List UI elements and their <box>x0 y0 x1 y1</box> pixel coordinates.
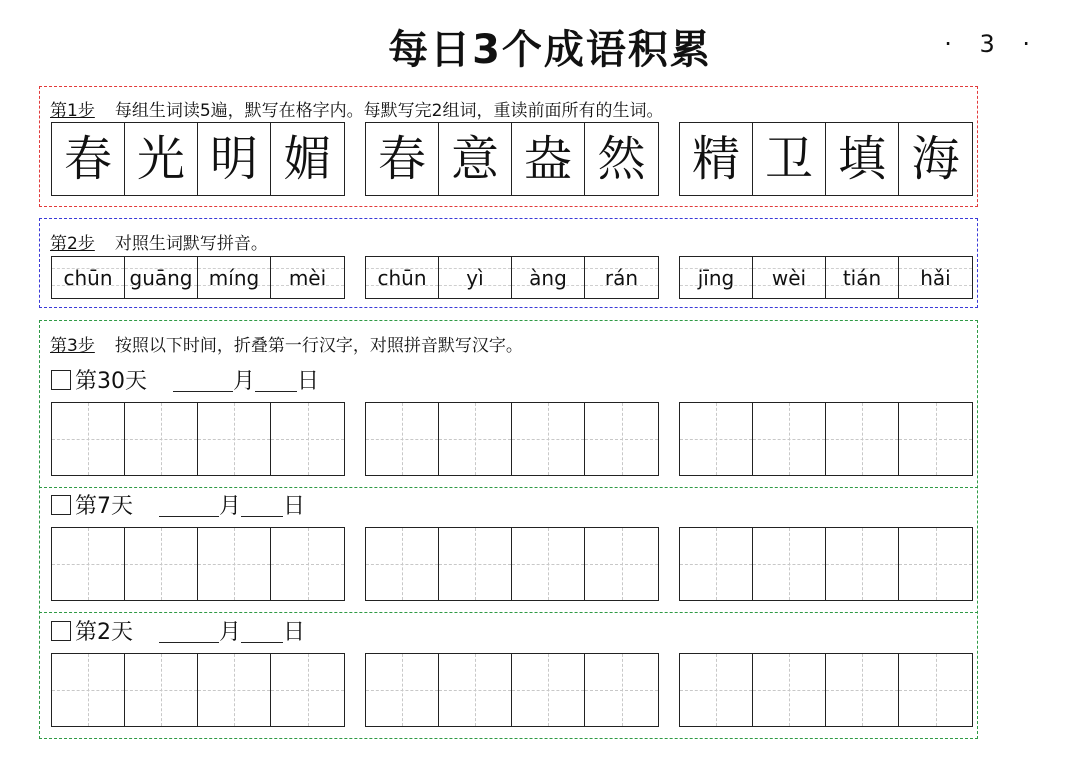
writing-cell[interactable] <box>512 403 585 475</box>
writing-cell[interactable] <box>439 528 512 600</box>
step1-header <box>50 96 663 121</box>
divider <box>39 487 978 488</box>
day-label: 日 <box>283 620 306 645</box>
grid-group <box>51 402 345 476</box>
char-cell: 精 <box>680 123 753 195</box>
pinyin-cell: chūn <box>366 257 439 298</box>
day-blank[interactable] <box>255 367 297 392</box>
grid-group <box>51 527 345 601</box>
step3-instruction: 按照以下时间，折叠第一行汉字，对照拼音默写汉字。 <box>114 336 523 356</box>
review-day-header <box>51 364 319 395</box>
page-number: · 3 · <box>944 30 1040 58</box>
writing-cell[interactable] <box>585 528 658 600</box>
pinyin-cell: àng <box>512 257 585 298</box>
writing-cell[interactable] <box>585 403 658 475</box>
day-label: 日 <box>283 494 306 519</box>
writing-grid-row <box>51 653 973 727</box>
pinyin-cell: míng <box>198 257 271 298</box>
char-cell: 媚 <box>283 131 332 187</box>
step2-instruction: 对照生词默写拼音。 <box>114 234 268 254</box>
grid-group <box>365 653 659 727</box>
word-group <box>365 122 659 196</box>
month-label: 月 <box>219 620 242 645</box>
day-blank[interactable] <box>241 492 283 517</box>
month-blank[interactable] <box>173 367 233 392</box>
review-day-label: 第2天 <box>75 620 133 645</box>
writing-cell[interactable] <box>52 528 125 600</box>
step2-pinyin-row <box>51 256 973 299</box>
pinyin-cell: rán <box>585 257 658 298</box>
day-label: 日 <box>297 369 320 394</box>
pinyin-cell: chūn <box>52 257 125 298</box>
step1-label: 第1步 <box>50 101 95 121</box>
writing-cell[interactable] <box>826 654 899 726</box>
grid-group <box>679 402 973 476</box>
writing-cell[interactable] <box>899 403 972 475</box>
char-cell: 春 <box>366 123 439 195</box>
writing-cell[interactable] <box>198 654 271 726</box>
pinyin-cell: jīng <box>680 257 753 298</box>
word-group <box>51 122 345 196</box>
pinyin-cell: hǎi <box>899 257 972 298</box>
grid-group <box>679 527 973 601</box>
writing-cell[interactable] <box>439 654 512 726</box>
pinyin-group <box>679 256 973 299</box>
writing-cell[interactable] <box>826 528 899 600</box>
writing-cell[interactable] <box>899 654 972 726</box>
step2-label: 第2步 <box>50 234 95 254</box>
writing-cell[interactable] <box>271 528 344 600</box>
pinyin-cell: tián <box>826 257 899 298</box>
writing-cell[interactable] <box>585 654 658 726</box>
step2-header <box>50 229 268 254</box>
writing-cell[interactable] <box>271 654 344 726</box>
writing-cell[interactable] <box>899 528 972 600</box>
grid-group <box>51 653 345 727</box>
grid-group <box>679 653 973 727</box>
month-label: 月 <box>219 494 242 519</box>
writing-cell[interactable] <box>198 403 271 475</box>
writing-cell[interactable] <box>680 654 753 726</box>
writing-cell[interactable] <box>826 403 899 475</box>
writing-cell[interactable] <box>125 403 198 475</box>
writing-cell[interactable] <box>52 654 125 726</box>
writing-cell[interactable] <box>680 528 753 600</box>
day-blank[interactable] <box>241 618 283 643</box>
writing-cell[interactable] <box>366 654 439 726</box>
writing-cell[interactable] <box>52 403 125 475</box>
review-day-label: 第30天 <box>75 369 147 394</box>
writing-cell[interactable] <box>366 403 439 475</box>
writing-cell[interactable] <box>753 528 826 600</box>
checkbox[interactable] <box>51 495 71 515</box>
writing-cell[interactable] <box>680 403 753 475</box>
char-cell: 意 <box>439 123 512 195</box>
writing-cell[interactable] <box>439 403 512 475</box>
month-blank[interactable] <box>159 618 219 643</box>
writing-grid-row <box>51 402 973 476</box>
writing-grid-row <box>51 527 973 601</box>
pinyin-cell: mèi <box>271 257 344 298</box>
char-cell: 光 <box>125 123 198 195</box>
pinyin-group <box>51 256 345 299</box>
writing-cell[interactable] <box>198 528 271 600</box>
writing-cell[interactable] <box>512 528 585 600</box>
pinyin-cell: yì <box>439 257 512 298</box>
writing-cell[interactable] <box>753 654 826 726</box>
checkbox[interactable] <box>51 370 71 390</box>
char-cell: 填 <box>826 123 899 195</box>
step1-char-row <box>51 122 973 196</box>
pinyin-cell: wèi <box>753 257 826 298</box>
char-cell: 明 <box>198 123 271 195</box>
writing-cell[interactable] <box>271 403 344 475</box>
pinyin-group <box>365 256 659 299</box>
pinyin-cell: guāng <box>125 257 198 298</box>
review-day-header <box>51 489 305 520</box>
word-group <box>679 122 973 196</box>
checkbox[interactable] <box>51 621 71 641</box>
grid-group <box>365 402 659 476</box>
month-label: 月 <box>233 369 256 394</box>
char-cell: 海 <box>911 131 960 187</box>
step1-instruction: 每组生词读5遍，默写在格字内。每默写完2组词，重读前面所有的生词。 <box>114 101 664 121</box>
divider <box>39 612 978 613</box>
writing-cell[interactable] <box>366 528 439 600</box>
char-cell: 卫 <box>753 123 826 195</box>
page-title: 每日3个成语积累 <box>388 27 712 73</box>
char-cell: 春 <box>52 123 125 195</box>
char-cell: 然 <box>597 131 646 187</box>
step3-label: 第3步 <box>50 336 95 356</box>
writing-cell[interactable] <box>512 654 585 726</box>
review-day-label: 第7天 <box>75 494 133 519</box>
writing-cell[interactable] <box>125 654 198 726</box>
review-day-header <box>51 615 305 646</box>
month-blank[interactable] <box>159 492 219 517</box>
grid-group <box>365 527 659 601</box>
writing-cell[interactable] <box>753 403 826 475</box>
char-cell: 盎 <box>512 123 585 195</box>
writing-cell[interactable] <box>125 528 198 600</box>
step3-header <box>50 331 523 356</box>
